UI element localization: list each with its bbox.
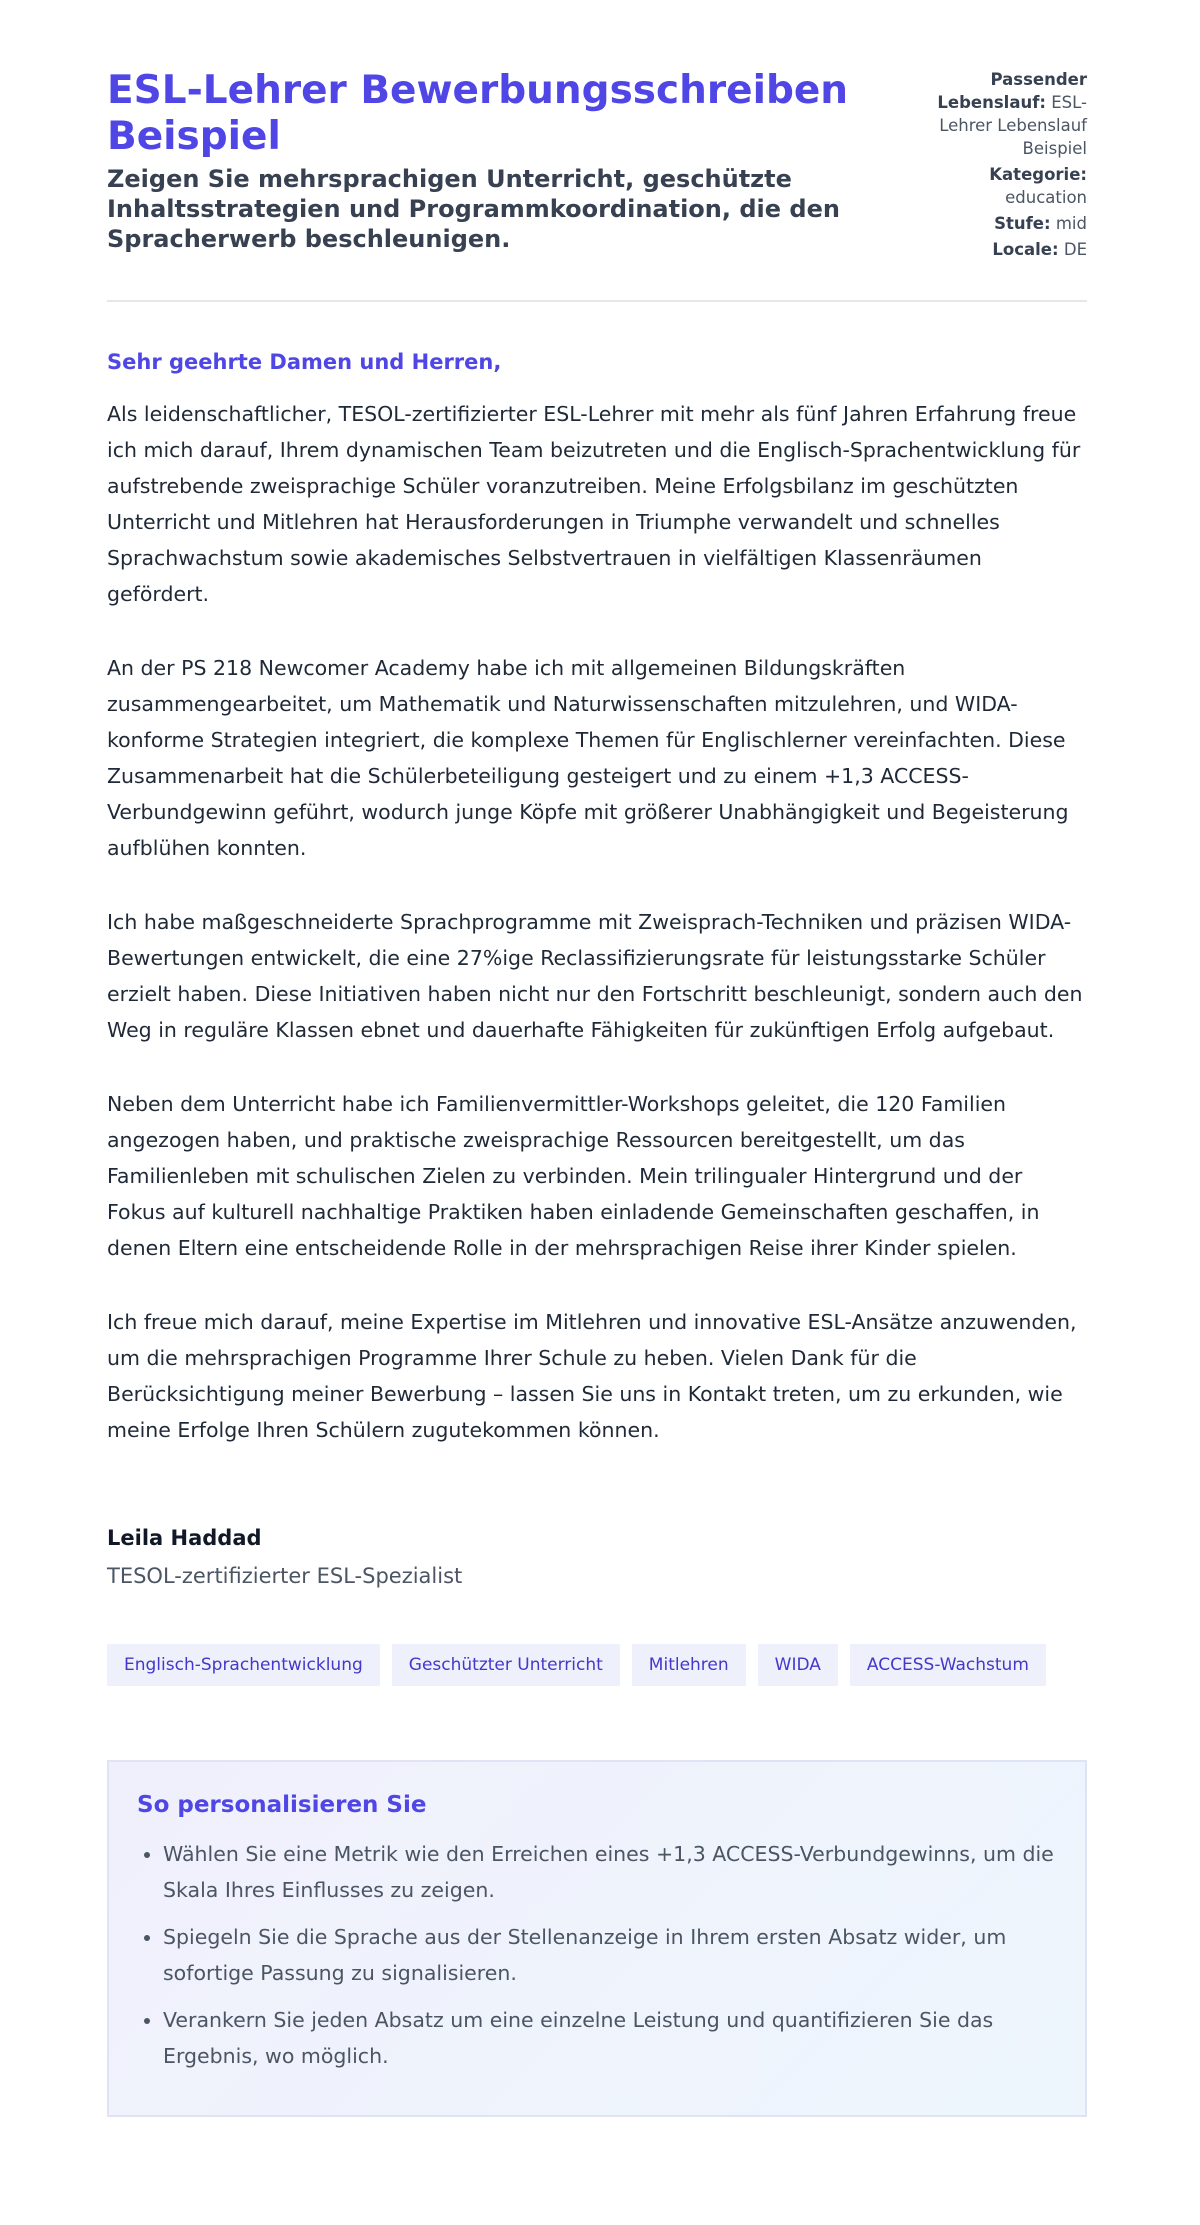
meta-category: Kategorie: education: [989, 165, 1087, 207]
divider: [107, 300, 1087, 302]
signature-role: TESOL-zertifizierter ESL-Spezialist: [107, 1564, 463, 1588]
page-subtitle: Zeigen Sie mehrsprachigen Unterricht, geschützte Inhaltsstrategien und Programmkoordination, die den Spracherwerb beschleunigen.: [107, 165, 840, 253]
page-title: ESL-Lehrer Bewerbungsschreiben Beispiel: [107, 68, 849, 159]
page-header: [107, 68, 1087, 264]
tag: Englisch-Sprachentwicklung: [107, 1644, 380, 1686]
letter-paragraph: Neben dem Unterricht habe ich Familienvermittler-Workshops geleitet, die 120 Familien angezogen haben, und praktische zweisprachige Ressourcen bereitgestellt, um das Familienleben mit schulischen Zielen zu verbinden. Mein trilingualer Hintergrund und der Fokus auf kulturell nachhaltige Praktiken haben einladende Gemeinschaften geschaffen, in denen Eltern eine entscheidende Rolle in der mehrsprachigen Reise ihrer Kinder spielen.: [107, 1092, 1040, 1260]
tag: Mitlehren: [632, 1644, 746, 1686]
tag: WIDA: [758, 1644, 838, 1686]
meta-locale: Locale: DE: [992, 240, 1087, 259]
tag: Geschützter Unterricht: [392, 1644, 620, 1686]
tips-title: So personalisieren Sie: [137, 1792, 427, 1818]
meta-info: [917, 68, 1087, 264]
signature-name: Leila Haddad: [107, 1526, 262, 1550]
letter-paragraph: An der PS 218 Newcomer Academy habe ich mit allgemeinen Bildungskräften zusammengearbeitet, um Mathematik und Naturwissenschaften mitzulehren, und WIDA-konforme Strategien integriert, die komplexe Themen für Englischlerner vereinfachten. Diese Zusammenarbeit hat die Schülerbeteiligung gesteigert und zu einem +1,3 ACCESS-Verbundgewinn geführt, wodurch junge Köpfe mit größerer Unabhängigkeit und Begeisterung aufblühen konnten.: [107, 656, 1069, 860]
meta-matching-resume: Passender Lebenslauf: ESL-Lehrer Lebenslauf Beispiel: [937, 70, 1087, 158]
meta-level: Stufe: mid: [994, 214, 1087, 233]
tag: ACCESS-Wachstum: [850, 1644, 1046, 1686]
personalization-tips: [107, 1760, 1087, 2117]
tip-item: • Wählen Sie eine Metrik wie den Erreichen eines +1,3 ACCESS-Verbundgewinns, um die Skala Ihres Einflusses zu zeigen.: [163, 1836, 1057, 1908]
tip-item: • Spiegeln Sie die Sprache aus der Stellenanzeige in Ihrem ersten Absatz wider, um sofortige Passung zu signalisieren.: [163, 1919, 1057, 1991]
tag-list: [107, 1644, 1087, 1686]
letter-paragraph: Ich habe maßgeschneiderte Sprachprogramme mit Zweisprach-Techniken und präzisen WIDA-Bewertungen entwickelt, die eine 27%ige Reclassifizierungsrate für leistungsstarke Schüler erzielt haben. Diese Initiativen haben nicht nur den Fortschritt beschleunigt, sondern auch den Weg in reguläre Klassen ebnet und dauerhafte Fähigkeiten für zukünftigen Erfolg aufgebaut.: [107, 910, 1083, 1042]
tip-item: • Verankern Sie jeden Absatz um eine einzelne Leistung und quantifizieren Sie das Ergebnis, wo möglich.: [163, 2002, 1057, 2074]
salutation: Sehr geehrte Damen und Herren,: [107, 350, 502, 374]
letter-paragraph: Als leidenschaftlicher, TESOL-zertifizierter ESL-Lehrer mit mehr als fünf Jahren Erfahrung freue ich mich darauf, Ihrem dynamischen Team beizutreten und die Englisch-Sprachentwicklung für aufstrebende zweisprachige Schüler voranzutreiben. Meine Erfolgsbilanz im geschützten Unterricht und Mitlehren hat Herausforderungen in Triumphe verwandelt und schnelles Sprachwachstum sowie akademisches Selbstvertrauen in vielfältigen Klassenräumen gefördert.: [107, 402, 1081, 606]
matching-resume-link[interactable]: ESL-Lehrer Lebenslauf Beispiel: [939, 93, 1087, 158]
letter-paragraph: Ich freue mich darauf, meine Expertise im Mitlehren und innovative ESL-Ansätze anzuwenden, um die mehrsprachigen Programme Ihrer Schule zu heben. Vielen Dank für die Berücksichtigung meiner Bewerbung – lassen Sie uns in Kontakt treten, um zu erkunden, wie meine Erfolge Ihren Schülern zugutekommen können.: [107, 1310, 1077, 1442]
